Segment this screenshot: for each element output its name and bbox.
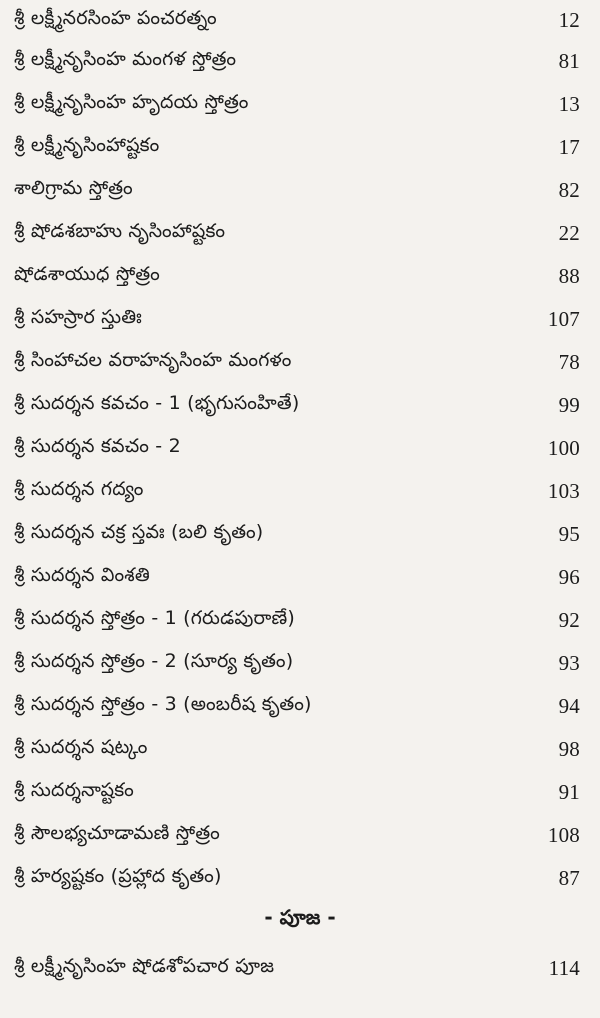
- toc-entry-page: 103: [547, 478, 580, 503]
- toc-entry-title: శ్రీ షోడశబాహు నృసింహాష్టకం: [14, 219, 226, 242]
- toc-entry-page: 17: [558, 134, 580, 159]
- toc-entry-page: 78: [558, 349, 580, 374]
- toc-entry: [14, 213, 580, 253]
- toc-entry: [14, 686, 580, 726]
- toc-entry: [14, 643, 580, 683]
- toc-entry: [14, 557, 580, 597]
- toc-entry: [14, 385, 580, 425]
- toc-entry: [14, 729, 580, 769]
- toc-entry-page: 12: [558, 7, 580, 32]
- toc-entry: [14, 0, 580, 40]
- toc-entry-title: శ్రీ సహస్రార స్తుతిః: [14, 305, 142, 328]
- toc-entry-page: 82: [558, 177, 580, 202]
- toc-entry-title: శ్రీ సుదర్శన చక్ర స్తవః (బలి కృతం): [14, 520, 264, 543]
- toc-entry-page: 98: [558, 736, 580, 761]
- toc-entry-title: శాలిగ్రామ స్తోత్రం: [14, 176, 133, 199]
- toc-entry: [14, 299, 580, 339]
- toc-entry-title: శ్రీ లక్ష్మీనృసింహ షోడశోపచార పూజ: [14, 954, 275, 977]
- toc-entry-page: 95: [558, 521, 580, 546]
- toc-entry-page: 107: [547, 306, 580, 331]
- toc-entry-page: 22: [558, 220, 580, 245]
- toc-entry-title: శ్రీ లక్ష్మీనరసింహ పంచరత్నం: [14, 6, 217, 29]
- toc-entry-page: 88: [558, 263, 580, 288]
- toc-entry-page: 91: [558, 779, 580, 804]
- toc-entry-title: శ్రీ హర్యష్టకం (ప్రహ్లాద కృతం): [14, 864, 222, 887]
- toc-entry: [14, 170, 580, 210]
- toc-entry-page: 96: [558, 564, 580, 589]
- toc-entry: [14, 815, 580, 855]
- toc-entry-page: 87: [558, 865, 580, 890]
- toc-entry: [14, 471, 580, 511]
- toc-entry-title: శ్రీ సుదర్శన స్తోత్రం - 2 (సూర్య కృతం): [14, 649, 294, 672]
- toc-entry-title: శ్రీ సుదర్శన కవచం - 1 (భృగుసంహితే): [14, 391, 300, 414]
- toc-entry-page: 108: [547, 822, 580, 847]
- toc-entry-title: శ్రీ సింహాచల వరాహనృసింహ మంగళం: [14, 348, 292, 371]
- section-heading: - పూజ -: [264, 905, 336, 929]
- toc-entry: [14, 858, 580, 898]
- toc-entry-title: షోడశాయుధ స్తోత్రం: [14, 262, 160, 285]
- toc-entry: [14, 948, 580, 988]
- toc-entry-page: 81: [558, 48, 580, 73]
- toc-entry: [14, 514, 580, 554]
- toc-entry-page: 93: [558, 650, 580, 675]
- toc-entry-title: శ్రీ సౌలభ్యచూడామణి స్తోత్రం: [14, 821, 220, 844]
- toc-entry-title: శ్రీ సుదర్శన గద్యం: [14, 477, 144, 500]
- toc-entry: [14, 256, 580, 296]
- toc-entry: [14, 342, 580, 382]
- toc-entry-title: శ్రీ లక్ష్మీనృసింహ హృదయ స్తోత్రం: [14, 90, 249, 113]
- toc-entry-title: శ్రీ లక్ష్మీనృసింహ మంగళ స్తోత్రం: [14, 47, 237, 70]
- toc-entry-page: 114: [548, 955, 580, 980]
- toc-entry: [14, 127, 580, 167]
- toc-entry-title: శ్రీ సుదర్శన కవచం - 2: [14, 434, 181, 457]
- toc-entry: [14, 428, 580, 468]
- toc-entry-page: 99: [558, 392, 580, 417]
- toc-entry-title: శ్రీ సుదర్శన షట్కం: [14, 735, 148, 758]
- toc-entry-title: శ్రీ సుదర్శనాష్టకం: [14, 778, 135, 801]
- toc-entry-title: శ్రీ సుదర్శన స్తోత్రం - 1 (గరుడపురాణే): [14, 606, 296, 629]
- toc-entry-page: 100: [547, 435, 580, 460]
- toc-entry: [14, 772, 580, 812]
- toc-entry-page: 13: [558, 91, 580, 116]
- toc-entry-title: శ్రీ లక్ష్మీనృసింహాష్టకం: [14, 133, 160, 156]
- toc-entry-title: శ్రీ సుదర్శన స్తోత్రం - 3 (అంబరీష కృతం): [14, 692, 312, 715]
- toc-entry-page: 94: [558, 693, 580, 718]
- toc-entry-title: శ్రీ సుదర్శన వింశతి: [14, 563, 150, 586]
- toc-entry: [14, 41, 580, 81]
- toc-entry-page: 92: [558, 607, 580, 632]
- toc-entry: [14, 600, 580, 640]
- toc-entry: [14, 84, 580, 124]
